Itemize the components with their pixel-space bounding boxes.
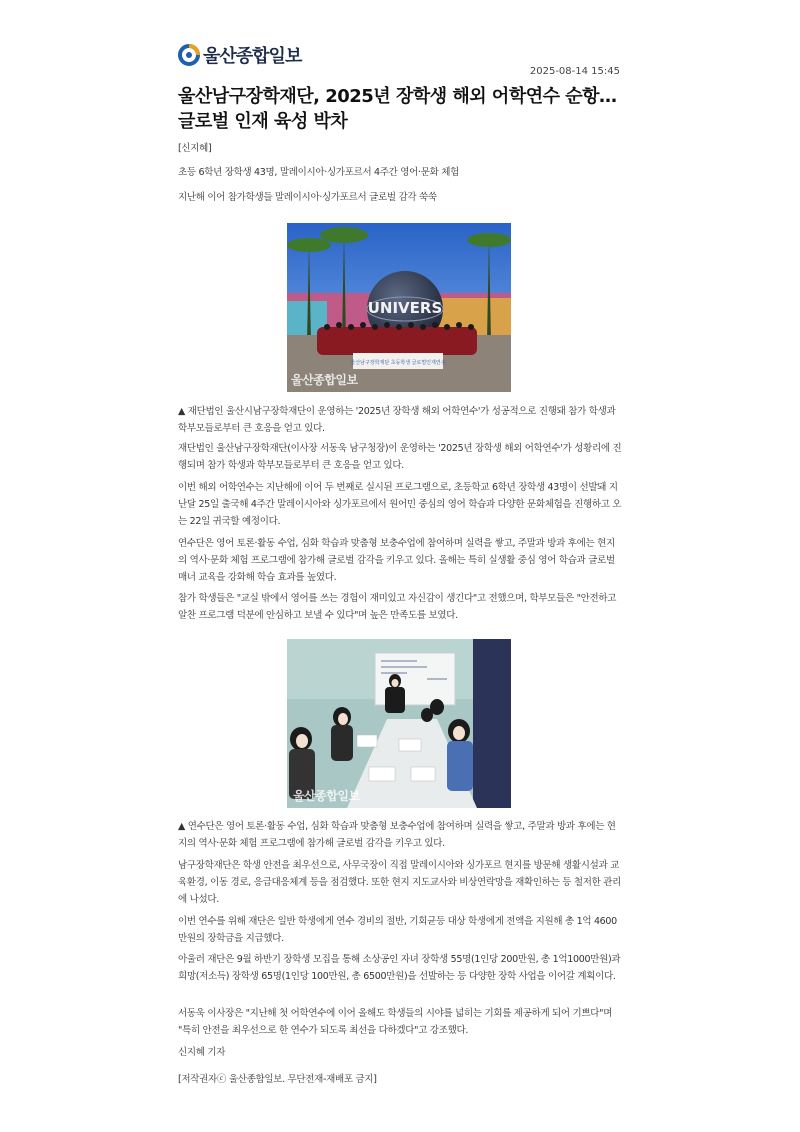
reporter-byline: 신지혜 기자 xyxy=(178,1047,226,1058)
body-paragraph-2: 이번 해외 어학연수는 지난해에 이어 두 번째로 실시된 프로그램으로, 초등학교 6학년 장학생 43명이 선발돼 지난달 25일 출국해 4주간 말레이시아와 싱가포르에서 원어민 중심의 영어 학습과 다양한 문화체험을 진행하고 오는 22일 귀국할 예정이다. xyxy=(178,482,622,527)
article-photo-universal xyxy=(287,223,511,392)
logo-text: 울산종합일보 xyxy=(203,46,302,67)
logo-swirl-icon xyxy=(178,44,200,66)
subheadline-1: 초등 6학년 장학생 43명, 말레이시아·싱가포르서 4주간 영어·문화 체험 xyxy=(178,167,459,178)
publish-date: 2025-08-14 15:45 xyxy=(529,66,620,77)
body-paragraph-1: 재단법인 울산남구장학재단(이사장 서동욱 남구청장)이 운영하는 '2025년 장학생 해외 어학연수'가 성황리에 진행되며 참가 학생과 학부모들로부터 큰 호응을 얻고 있다. xyxy=(178,443,622,471)
photo-watermark: 울산종합일보 xyxy=(293,789,360,803)
newspaper-logo[interactable] xyxy=(178,42,301,68)
group-banner-text: 울산남구장학재단 초등학생 글로벌인재연수 xyxy=(350,360,446,366)
body-paragraph-8: 서동욱 이사장은 "지난해 첫 어학연수에 이어 올해도 학생들의 시야를 넓히는 기회를 제공하게 되어 기쁘다"며 "특히 안전을 최우선으로 한 연수가 되도록 최선을 다하겠다"고 강조했다. xyxy=(178,1008,613,1036)
photo-caption-2: ▲ 연수단은 영어 토론·활동 수업, 심화 학습과 맞춤형 보충수업에 참여하며 실력을 쌓고, 주말과 방과 후에는 현지의 역사·문화 체험 프로그램에 참가해 글로벌 감각을 키우고 있다. xyxy=(178,821,616,849)
subheadline-2: 지난해 이어 참가학생들 말레이시아·싱가포르서 글로벌 감각 쑥쑥 xyxy=(178,192,437,203)
reporter-tag: [신지혜] xyxy=(178,143,212,154)
article-photo-classroom xyxy=(287,639,511,808)
body-paragraph-6: 이번 연수를 위해 재단은 일반 학생에게 연수 경비의 절반, 기회균등 대상 학생에게 전액을 지원해 총 1억 4600만원의 장학금을 지급했다. xyxy=(178,916,617,944)
copyright-notice: [저작권자ⓒ 울산종합일보. 무단전재-재배포 금지] xyxy=(178,1074,377,1085)
photo-watermark: 울산종합일보 xyxy=(291,373,358,387)
photo-caption-1: ▲ 재단법인 울산시남구장학재단이 운영하는 '2025년 장학생 해외 어학연수'가 성공적으로 진행돼 참가 학생과 학부모들로부터 큰 호응을 얻고 있다. xyxy=(178,406,616,434)
body-paragraph-7: 아울러 재단은 9월 하반기 장학생 모집을 통해 소상공인 자녀 장학생 55명(1인당 200만원, 총 1억1000만원)과 희망(저소득) 장학생 65명(1인당 100만원, 총 6500만원)을 선발하는 등 다양한 장학 사업을 이어갈 계획이다. xyxy=(178,954,621,982)
article-title: 울산남구장학재단, 2025년 장학생 해외 어학연수 순항… 글로벌 인재 육성 박차 xyxy=(178,86,617,132)
universal-sign-text: UNIVERS xyxy=(367,299,443,317)
body-paragraph-3: 연수단은 영어 토론·활동 수업, 심화 학습과 맞춤형 보충수업에 참여하며 실력을 쌓고, 주말과 방과 후에는 현지의 역사·문화 체험 프로그램에 참가해 글로벌 감각을 키우고 있다. 올해는 특히 실생활 중심 영어 학습과 글로벌 매너 교육을 강화해 학습 효과를 높였다. xyxy=(178,538,615,583)
body-paragraph-5: 남구장학재단은 학생 안전을 최우선으로, 사무국장이 직접 말레이시아와 싱가포르 현지를 방문해 생활시설과 교육환경, 이동 경로, 응급대응체계 등을 점검했다. 또한 현지 지도교사와 비상연락망을 재확인하는 등 철저한 관리에 나섰다. xyxy=(178,860,621,905)
body-paragraph-4: 참가 학생들은 "교실 밖에서 영어를 쓰는 경험이 재미있고 자신감이 생긴다"고 전했으며, 학부모들은 "안전하고 알찬 프로그램 덕분에 안심하고 보낼 수 있다"며 높은 만족도를 보였다. xyxy=(178,593,617,621)
